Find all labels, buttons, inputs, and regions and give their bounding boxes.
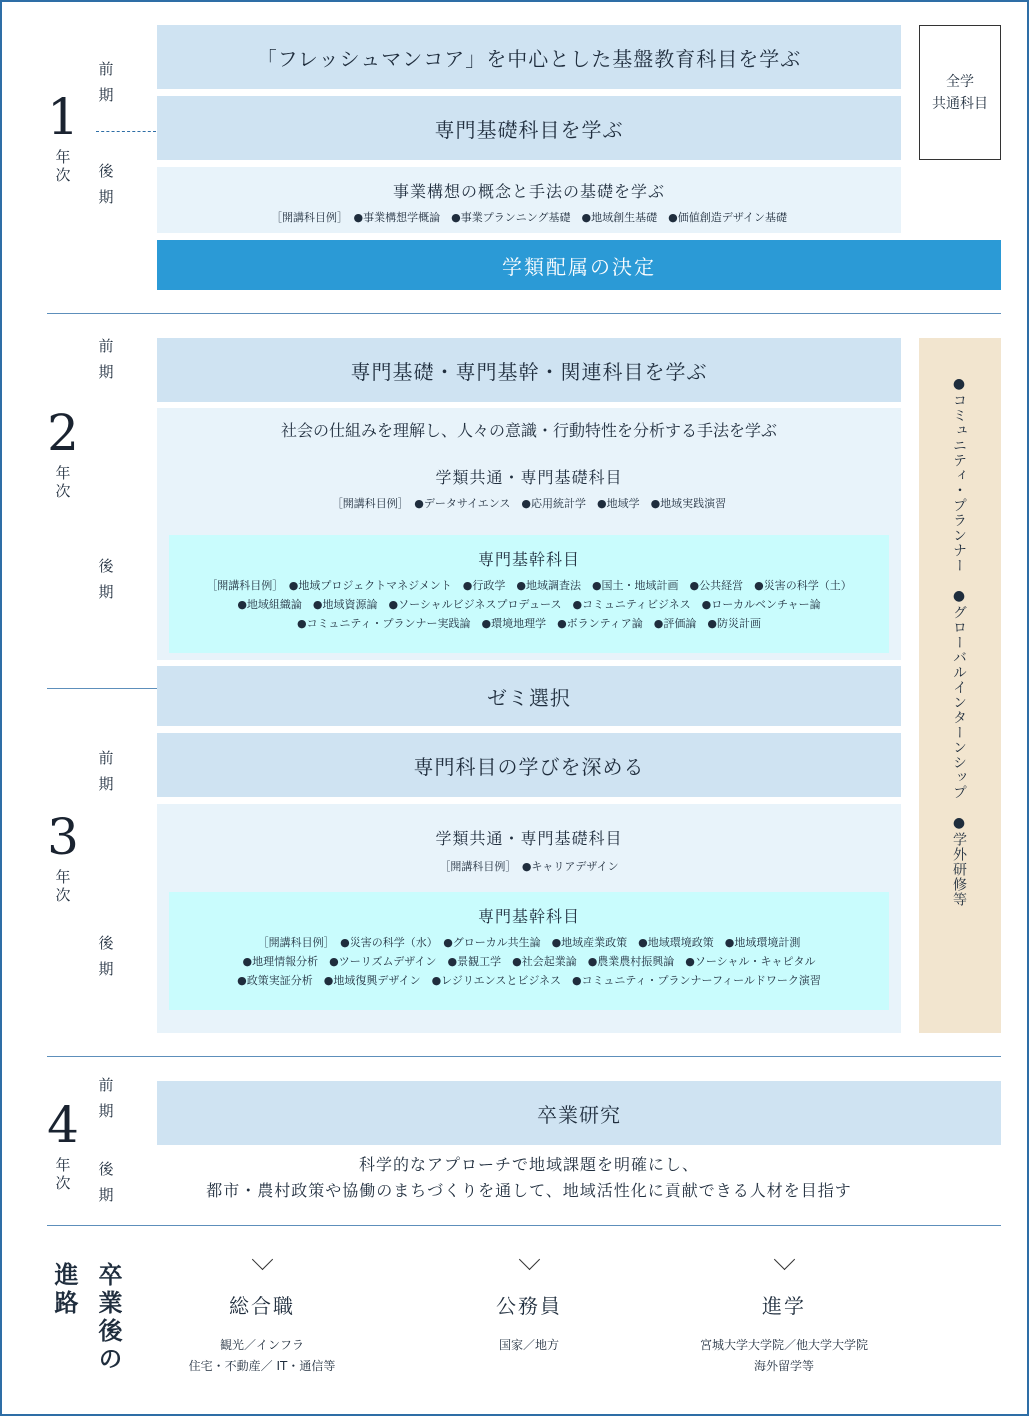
year-1-label	[43, 88, 83, 184]
common-courses: ［開講科目例］ ●データサイエンス ●応用統計学 ●地域学 ●地域実践演習	[331, 497, 727, 510]
year-number: 3	[47, 808, 79, 866]
year-number: 4	[47, 1096, 79, 1154]
term-first-y4: 前 期	[98, 1076, 114, 1120]
freshman-core-band: 「フレッシュマンコア」を中心とした基盤教育科目を学ぶ	[157, 25, 901, 89]
term-divider-y1	[96, 131, 156, 132]
specialized-basics-band: 専門基礎科目を学ぶ	[157, 96, 901, 160]
core-line-3: ●政策実証分析 ●地域復興デザイン ●レジリエンスとビジネス ●コミュニティ・プランナーフィールドワーク演習	[237, 974, 821, 987]
goal-text	[157, 1152, 901, 1204]
divider-y4-careers	[47, 1225, 1001, 1226]
year-unit: 年 次	[55, 1156, 71, 1192]
seminar-band: ゼミ選択	[157, 666, 901, 726]
year-unit: 年 次	[55, 148, 71, 184]
year-4-label	[43, 1096, 83, 1192]
common-title: 学類共通・専門基礎科目	[435, 829, 623, 848]
year-unit: 年 次	[55, 868, 71, 904]
career-title: 総合職	[229, 1294, 295, 1318]
core-line-2: ●地域組織論 ●地域資源論 ●ソーシャルビジネスプロデュース ●コミュニティビジネス ●ローカルベンチャー論	[237, 598, 821, 611]
career-title: 公務員	[496, 1294, 562, 1318]
core-block-y2	[169, 535, 889, 653]
term-first-y2: 前 期	[98, 337, 114, 381]
year-unit: 年 次	[55, 464, 71, 500]
term-second-y3: 後 期	[98, 934, 114, 978]
career-detail: 国家／地方	[498, 1338, 559, 1352]
year-3-label	[43, 808, 83, 904]
careers-label-b: 進路	[50, 1262, 79, 1318]
year2-heading-band: 専門基礎・専門基幹・関連科目を学ぶ	[157, 338, 901, 402]
side-panel	[919, 338, 1001, 1033]
concept-block	[157, 167, 901, 233]
term-second-y2: 後 期	[98, 557, 114, 601]
common-title: 学類共通・専門基礎科目	[435, 468, 623, 487]
term-second-y1: 後 期	[98, 162, 114, 206]
year-number: 1	[47, 88, 79, 146]
term-first-y1: 前 期	[98, 60, 114, 104]
core-block-y3	[169, 892, 889, 1010]
year-2-label	[43, 404, 83, 500]
goal-line-2: 都市・農村政策や協働のまちづくりを通して、地域活性化に貢献できる人材を目指す	[206, 1181, 852, 1200]
core-line-1: ［開講科目例］ ●地域プロジェクトマネジメント ●行政学 ●地域調査法 ●国土・地域計画 ●公共経営 ●災害の科学（土）	[206, 579, 852, 592]
term-first-y3: 前 期	[98, 749, 114, 793]
concept-heading: 事業構想の概念と手法の基礎を学ぶ	[392, 182, 665, 201]
career-detail: 宮城大学大学院／他大学大学院 海外留学等	[699, 1338, 868, 1373]
career-general	[152, 1290, 372, 1377]
divider-y3-y4	[47, 1056, 1001, 1057]
term-second-y4: 後 期	[98, 1160, 114, 1204]
core-line-1: ［開講科目例］ ●災害の科学（水） ●グローカル共生論 ●地域産業政策 ●地域環境政策 ●地域環境計測	[257, 936, 801, 949]
career-title: 進学	[762, 1294, 806, 1318]
year2-content-block	[157, 408, 901, 660]
goal-line-1: 科学的なアプローチで地域課題を明確にし、	[358, 1155, 699, 1174]
concept-courses: ［開講科目例］ ●事業構想学概論 ●事業プランニング基礎 ●地域創生基礎 ●価値創造デザイン基礎	[271, 211, 787, 224]
careers-label-a: 卒業後の	[94, 1262, 123, 1374]
career-detail: 観光／インフラ 住宅・不動産／ IT・通信等	[188, 1338, 336, 1373]
common-courses-box: 全学 共通科目	[919, 25, 1001, 160]
assignment-band: 学類配属の決定	[157, 240, 1001, 290]
divider-y2-y3	[47, 688, 157, 689]
career-public	[419, 1290, 639, 1356]
year-number: 2	[47, 404, 79, 462]
core-line-2: ●地理情報分析 ●ツーリズムデザイン ●景観工学 ●社会起業論 ●農業農村振興論 ●ソーシャル・キャピタル	[242, 955, 816, 968]
year3-content-block	[157, 804, 901, 1033]
side-panel-text: ●コミュニティ・プランナー ●グローバルインターンシップ ●学外研修等	[951, 376, 967, 907]
deepen-band: 専門科目の学びを深める	[157, 733, 901, 797]
core-line-3: ●コミュニティ・プランナー実践論 ●環境地理学 ●ボランティア論 ●評価論 ●防災計画	[296, 617, 761, 630]
society-heading: 社会の仕組みを理解し、人々の意識・行動特性を分析する手法を学ぶ	[280, 421, 777, 440]
divider-y1-y2	[47, 313, 1001, 314]
thesis-band: 卒業研究	[157, 1081, 1001, 1145]
core-title: 専門基幹科目	[477, 550, 580, 569]
core-title: 専門基幹科目	[477, 907, 580, 926]
career-graduate	[674, 1290, 894, 1377]
common-courses: ［開講科目例］ ●キャリアデザイン	[439, 860, 619, 873]
